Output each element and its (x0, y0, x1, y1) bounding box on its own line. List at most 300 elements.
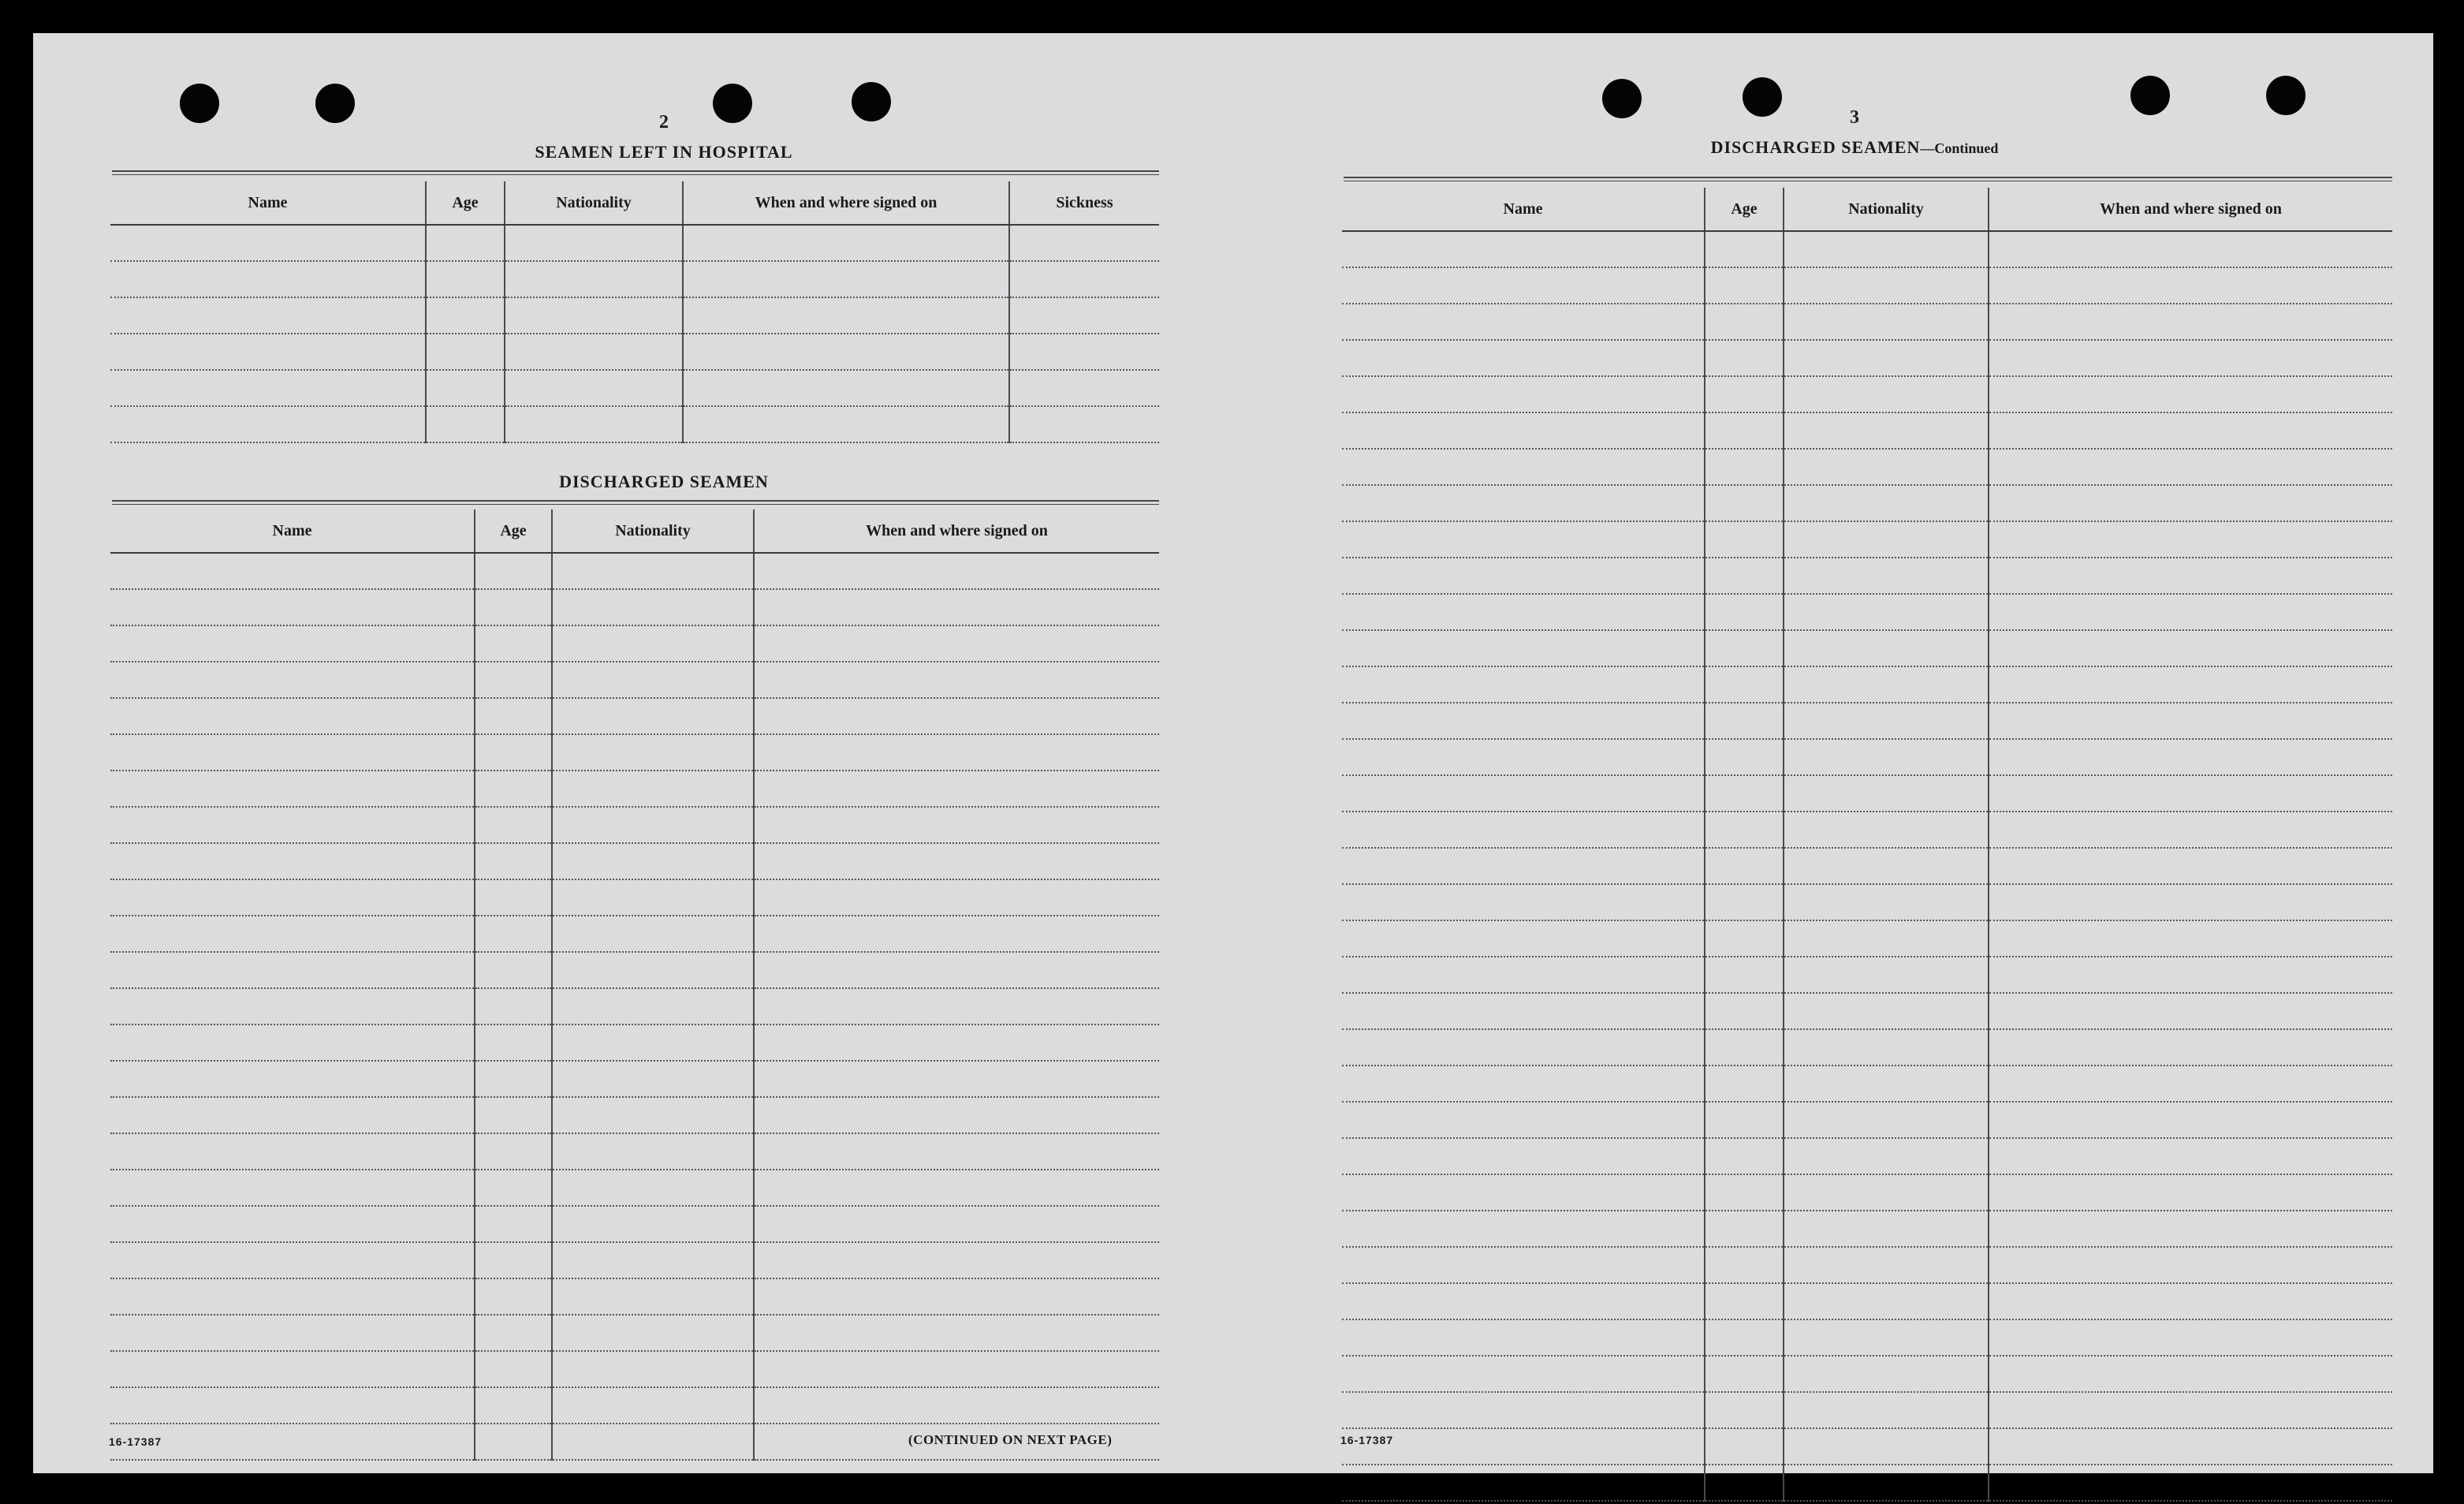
blank-cell (475, 952, 552, 988)
blank-cell (552, 843, 754, 879)
blank-cell (1784, 1392, 1989, 1428)
blank-cell (1989, 304, 2392, 340)
form-number: 16-17387 (109, 1435, 162, 1448)
blank-cell (552, 625, 754, 662)
blank-cell (754, 553, 1159, 589)
blank-cell (475, 771, 552, 807)
title-rule (112, 170, 1159, 175)
blank-cell (1342, 449, 1705, 485)
blank-cell (475, 1424, 552, 1460)
blank-cell (1705, 775, 1784, 812)
blank-cell (1705, 1174, 1784, 1211)
blank-cell (1342, 848, 1705, 884)
blank-cell (1342, 1283, 1705, 1319)
blank-cell (1989, 1174, 2392, 1211)
document-sheet (33, 33, 2433, 1473)
blank-cell (1784, 1211, 1989, 1247)
table-row (1342, 920, 2392, 957)
table-row (1342, 812, 2392, 848)
blank-cell (552, 1424, 754, 1460)
table-row (1342, 739, 2392, 775)
right-page (1271, 33, 2433, 1473)
column-header-nationality: Nationality (505, 181, 683, 225)
blank-cell (1989, 521, 2392, 558)
blank-cell (1989, 340, 2392, 376)
blank-cell (1784, 1428, 1989, 1465)
blank-cell (110, 771, 475, 807)
blank-cell (1705, 521, 1784, 558)
blank-cell (552, 988, 754, 1024)
punch-hole (713, 84, 752, 123)
blank-cell (683, 225, 1009, 261)
table-row (110, 1242, 1159, 1278)
blank-cell (1784, 920, 1989, 957)
blank-cell (505, 334, 683, 370)
table-row (1342, 1319, 2392, 1356)
blank-cell (475, 1351, 552, 1387)
left-page (33, 33, 1161, 1473)
blank-cell (1784, 485, 1989, 521)
table-row (110, 771, 1159, 807)
blank-cell (110, 406, 426, 442)
blank-cell (754, 698, 1159, 734)
punch-hole (180, 84, 219, 123)
blank-cell (1705, 703, 1784, 739)
blank-cell (1784, 558, 1989, 594)
table-row (1342, 1283, 2392, 1319)
blank-cell (552, 553, 754, 589)
column-header-nationality: Nationality (1784, 188, 1989, 231)
table-row (110, 553, 1159, 589)
blank-cell (552, 734, 754, 771)
table-row (110, 1387, 1159, 1424)
blank-cell (475, 698, 552, 734)
table-row (110, 225, 1159, 261)
blank-cell (552, 1133, 754, 1170)
blank-cell (552, 1206, 754, 1242)
table-row (1342, 1211, 2392, 1247)
blank-cell (1705, 340, 1784, 376)
table-row (110, 1315, 1159, 1351)
blank-cell (110, 807, 475, 843)
discharged-section-title: DISCHARGED SEAMEN (559, 472, 769, 491)
blank-cell (683, 406, 1009, 442)
blank-cell (552, 952, 754, 988)
blank-cell (754, 1024, 1159, 1061)
blank-cell (1342, 812, 1705, 848)
table-row (1342, 594, 2392, 630)
blank-cell (1784, 1029, 1989, 1065)
blank-cell (552, 1170, 754, 1206)
blank-cell (1989, 993, 2392, 1029)
blank-cell (1342, 630, 1705, 666)
blank-cell (475, 1097, 552, 1133)
blank-cell (110, 297, 426, 334)
blank-cell (1989, 1356, 2392, 1392)
blank-cell (552, 1097, 754, 1133)
table-row (1342, 340, 2392, 376)
page-number: 3 (1850, 107, 1859, 128)
punch-hole (1602, 79, 1642, 118)
blank-cell (1989, 1138, 2392, 1174)
blank-cell (1989, 848, 2392, 884)
blank-cell (552, 1061, 754, 1097)
table-row (110, 334, 1159, 370)
table-row (110, 952, 1159, 988)
table-row (1342, 848, 2392, 884)
blank-cell (1009, 370, 1159, 406)
table-row (1342, 630, 2392, 666)
blank-cell (1342, 920, 1705, 957)
punch-hole (2130, 76, 2170, 115)
blank-cell (1784, 630, 1989, 666)
blank-cell (1705, 1392, 1784, 1428)
blank-cell (1342, 1029, 1705, 1065)
blank-cell (475, 1206, 552, 1242)
blank-cell (110, 988, 475, 1024)
blank-cell (110, 370, 426, 406)
table-row (1342, 1102, 2392, 1138)
blank-cell (1784, 1138, 1989, 1174)
blank-cell (683, 334, 1009, 370)
table-row (110, 1351, 1159, 1387)
blank-cell (754, 1242, 1159, 1278)
blank-cell (110, 261, 426, 297)
blank-cell (552, 662, 754, 698)
blank-cell (1342, 304, 1705, 340)
blank-cell (1989, 412, 2392, 449)
blank-cell (1989, 485, 2392, 521)
blank-cell (1705, 920, 1784, 957)
blank-cell (1342, 1174, 1705, 1211)
blank-cell (110, 1061, 475, 1097)
table-row (110, 1133, 1159, 1170)
blank-cell (1705, 1356, 1784, 1392)
discharged-continued-title (1539, 137, 2170, 158)
blank-cell (1342, 521, 1705, 558)
blank-cell (754, 1315, 1159, 1351)
blank-cell (754, 1097, 1159, 1133)
title-rule (1344, 177, 2392, 181)
blank-cell (1784, 1247, 1989, 1283)
blank-cell (1342, 1392, 1705, 1428)
blank-cell (1342, 775, 1705, 812)
blank-cell (1784, 1174, 1989, 1211)
blank-cell (1342, 558, 1705, 594)
table-row (110, 406, 1159, 442)
table-row (110, 662, 1159, 698)
blank-cell (754, 916, 1159, 952)
table-row (110, 843, 1159, 879)
blank-cell (110, 952, 475, 988)
blank-cell (1784, 412, 1989, 449)
blank-cell (552, 771, 754, 807)
blank-cell (1784, 1065, 1989, 1102)
blank-cell (1342, 957, 1705, 993)
column-header-name: Name (1342, 188, 1705, 231)
blank-cell (110, 1170, 475, 1206)
blank-cell (552, 879, 754, 916)
blank-cell (1342, 340, 1705, 376)
blank-cell (110, 625, 475, 662)
table-row (110, 807, 1159, 843)
blank-cell (110, 879, 475, 916)
blank-cell (475, 1387, 552, 1424)
blank-cell (754, 589, 1159, 625)
column-header-nationality: Nationality (552, 509, 754, 553)
blank-cell (552, 1315, 754, 1351)
table-row (1342, 1065, 2392, 1102)
table-row (1342, 304, 2392, 340)
blank-cell (110, 225, 426, 261)
blank-cell (754, 879, 1159, 916)
blank-cell (1989, 775, 2392, 812)
column-header-age: Age (426, 181, 505, 225)
table-row (1342, 957, 2392, 993)
blank-cell (754, 1170, 1159, 1206)
blank-cell (475, 916, 552, 952)
blank-cell (1989, 1428, 2392, 1465)
blank-cell (110, 1315, 475, 1351)
blank-cell (1342, 231, 1705, 267)
blank-cell (475, 734, 552, 771)
blank-cell (1989, 449, 2392, 485)
blank-cell (475, 843, 552, 879)
table-row (1342, 521, 2392, 558)
punch-hole (852, 82, 891, 121)
blank-cell (110, 734, 475, 771)
blank-cell (110, 698, 475, 734)
blank-cell (505, 225, 683, 261)
blank-cell (1784, 1283, 1989, 1319)
blank-cell (754, 1278, 1159, 1315)
blank-cell (1784, 376, 1989, 412)
blank-cell (1989, 739, 2392, 775)
blank-cell (1009, 297, 1159, 334)
blank-cell (754, 843, 1159, 879)
blank-cell (552, 1242, 754, 1278)
table-row (1342, 1174, 2392, 1211)
column-header-name: Name (110, 181, 426, 225)
hospital-section-title: SEAMEN LEFT IN HOSPITAL (535, 142, 793, 162)
column-header-age: Age (475, 509, 552, 553)
title-rule (112, 500, 1159, 505)
blank-cell (1342, 1102, 1705, 1138)
hospital-table (110, 181, 1159, 443)
table-row (110, 1206, 1159, 1242)
blank-cell (1342, 1428, 1705, 1465)
blank-cell (426, 406, 505, 442)
blank-cell (1784, 340, 1989, 376)
blank-cell (505, 370, 683, 406)
blank-cell (475, 662, 552, 698)
blank-cell (754, 662, 1159, 698)
blank-cell (505, 297, 683, 334)
blank-cell (1784, 812, 1989, 848)
continued-note: (CONTINUED ON NEXT PAGE) (908, 1432, 1113, 1447)
blank-cell (1989, 1102, 2392, 1138)
column-header-name: Name (110, 509, 475, 553)
blank-cell (110, 843, 475, 879)
blank-cell (1989, 376, 2392, 412)
blank-cell (552, 698, 754, 734)
blank-cell (1989, 666, 2392, 703)
blank-cell (1342, 666, 1705, 703)
table-row (1342, 376, 2392, 412)
blank-cell (426, 261, 505, 297)
blank-cell (1705, 1102, 1784, 1138)
blank-cell (754, 1351, 1159, 1387)
blank-cell (683, 261, 1009, 297)
blank-cell (110, 1024, 475, 1061)
blank-cell (1705, 231, 1784, 267)
table-row (110, 625, 1159, 662)
table-row (1342, 267, 2392, 304)
blank-cell (110, 589, 475, 625)
blank-cell (1784, 703, 1989, 739)
blank-cell (1342, 1465, 1705, 1501)
blank-cell (1784, 1319, 1989, 1356)
blank-cell (1705, 666, 1784, 703)
table-row (110, 1024, 1159, 1061)
blank-cell (1989, 630, 2392, 666)
blank-cell (1705, 376, 1784, 412)
table-row (110, 698, 1159, 734)
blank-cell (475, 553, 552, 589)
blank-cell (754, 1387, 1159, 1424)
blank-cell (1989, 1247, 2392, 1283)
blank-cell (1705, 594, 1784, 630)
blank-cell (1784, 594, 1989, 630)
table-row (110, 916, 1159, 952)
blank-cell (1784, 739, 1989, 775)
punch-hole (2266, 76, 2306, 115)
blank-cell (1784, 666, 1989, 703)
blank-cell (475, 988, 552, 1024)
table-row (1342, 1392, 2392, 1428)
table-row (1342, 1247, 2392, 1283)
table-row (110, 589, 1159, 625)
blank-cell (1989, 1465, 2392, 1501)
table-row (110, 261, 1159, 297)
blank-cell (1989, 920, 2392, 957)
blank-cell (1705, 412, 1784, 449)
blank-cell (1009, 225, 1159, 261)
blank-cell (754, 1206, 1159, 1242)
blank-cell (475, 1242, 552, 1278)
table-row (110, 370, 1159, 406)
table-row (1342, 1465, 2392, 1501)
blank-cell (1784, 1102, 1989, 1138)
blank-cell (1705, 1065, 1784, 1102)
table-row (110, 1061, 1159, 1097)
blank-cell (1705, 485, 1784, 521)
blank-cell (426, 334, 505, 370)
blank-cell (1705, 957, 1784, 993)
blank-cell (426, 370, 505, 406)
table-row (110, 1170, 1159, 1206)
blank-cell (110, 1097, 475, 1133)
table-row (1342, 775, 2392, 812)
blank-cell (754, 734, 1159, 771)
blank-cell (1705, 1138, 1784, 1174)
blank-cell (1342, 1138, 1705, 1174)
section-title-text: DISCHARGED SEAMEN (1710, 137, 1921, 157)
blank-cell (110, 1206, 475, 1242)
blank-cell (1989, 703, 2392, 739)
blank-cell (1784, 775, 1989, 812)
table-row (1342, 666, 2392, 703)
blank-cell (1705, 304, 1784, 340)
blank-cell (1342, 884, 1705, 920)
table-row (1342, 703, 2392, 739)
table-row (110, 1278, 1159, 1315)
blank-cell (1342, 412, 1705, 449)
blank-cell (1705, 1247, 1784, 1283)
blank-cell (754, 952, 1159, 988)
blank-cell (1342, 1065, 1705, 1102)
blank-cell (683, 370, 1009, 406)
blank-cell (552, 1387, 754, 1424)
blank-cell (1009, 334, 1159, 370)
blank-cell (552, 807, 754, 843)
blank-cell (505, 406, 683, 442)
table-row (110, 988, 1159, 1024)
blank-cell (754, 1133, 1159, 1170)
blank-cell (426, 297, 505, 334)
blank-cell (754, 988, 1159, 1024)
blank-cell (475, 1278, 552, 1315)
blank-cell (475, 879, 552, 916)
blank-cell (1784, 993, 1989, 1029)
blank-cell (1989, 1065, 2392, 1102)
blank-cell (552, 1351, 754, 1387)
column-header-age: Age (1705, 188, 1784, 231)
blank-cell (110, 553, 475, 589)
section-title-suffix: —Continued (1920, 140, 1999, 156)
blank-cell (110, 334, 426, 370)
table-row (1342, 884, 2392, 920)
page-number: 2 (659, 112, 669, 132)
blank-cell (1705, 1319, 1784, 1356)
column-header-signed-on: When and where signed on (754, 509, 1159, 553)
table-row (1342, 993, 2392, 1029)
blank-cell (1342, 485, 1705, 521)
blank-cell (1989, 1283, 2392, 1319)
blank-cell (1989, 884, 2392, 920)
blank-cell (754, 771, 1159, 807)
blank-cell (1784, 304, 1989, 340)
blank-cell (1705, 1211, 1784, 1247)
blank-cell (110, 916, 475, 952)
blank-cell (1705, 449, 1784, 485)
blank-cell (1342, 1211, 1705, 1247)
blank-cell (1989, 1029, 2392, 1065)
blank-cell (1705, 267, 1784, 304)
form-number: 16-17387 (1340, 1434, 1394, 1446)
blank-cell (552, 1024, 754, 1061)
blank-cell (683, 297, 1009, 334)
table-row (1342, 412, 2392, 449)
table-row (1342, 1029, 2392, 1065)
blank-cell (475, 1024, 552, 1061)
table-row (110, 297, 1159, 334)
discharged-continued-table (1342, 188, 2392, 1502)
blank-cell (110, 1242, 475, 1278)
blank-cell (1989, 267, 2392, 304)
blank-cell (475, 807, 552, 843)
blank-cell (1342, 267, 1705, 304)
